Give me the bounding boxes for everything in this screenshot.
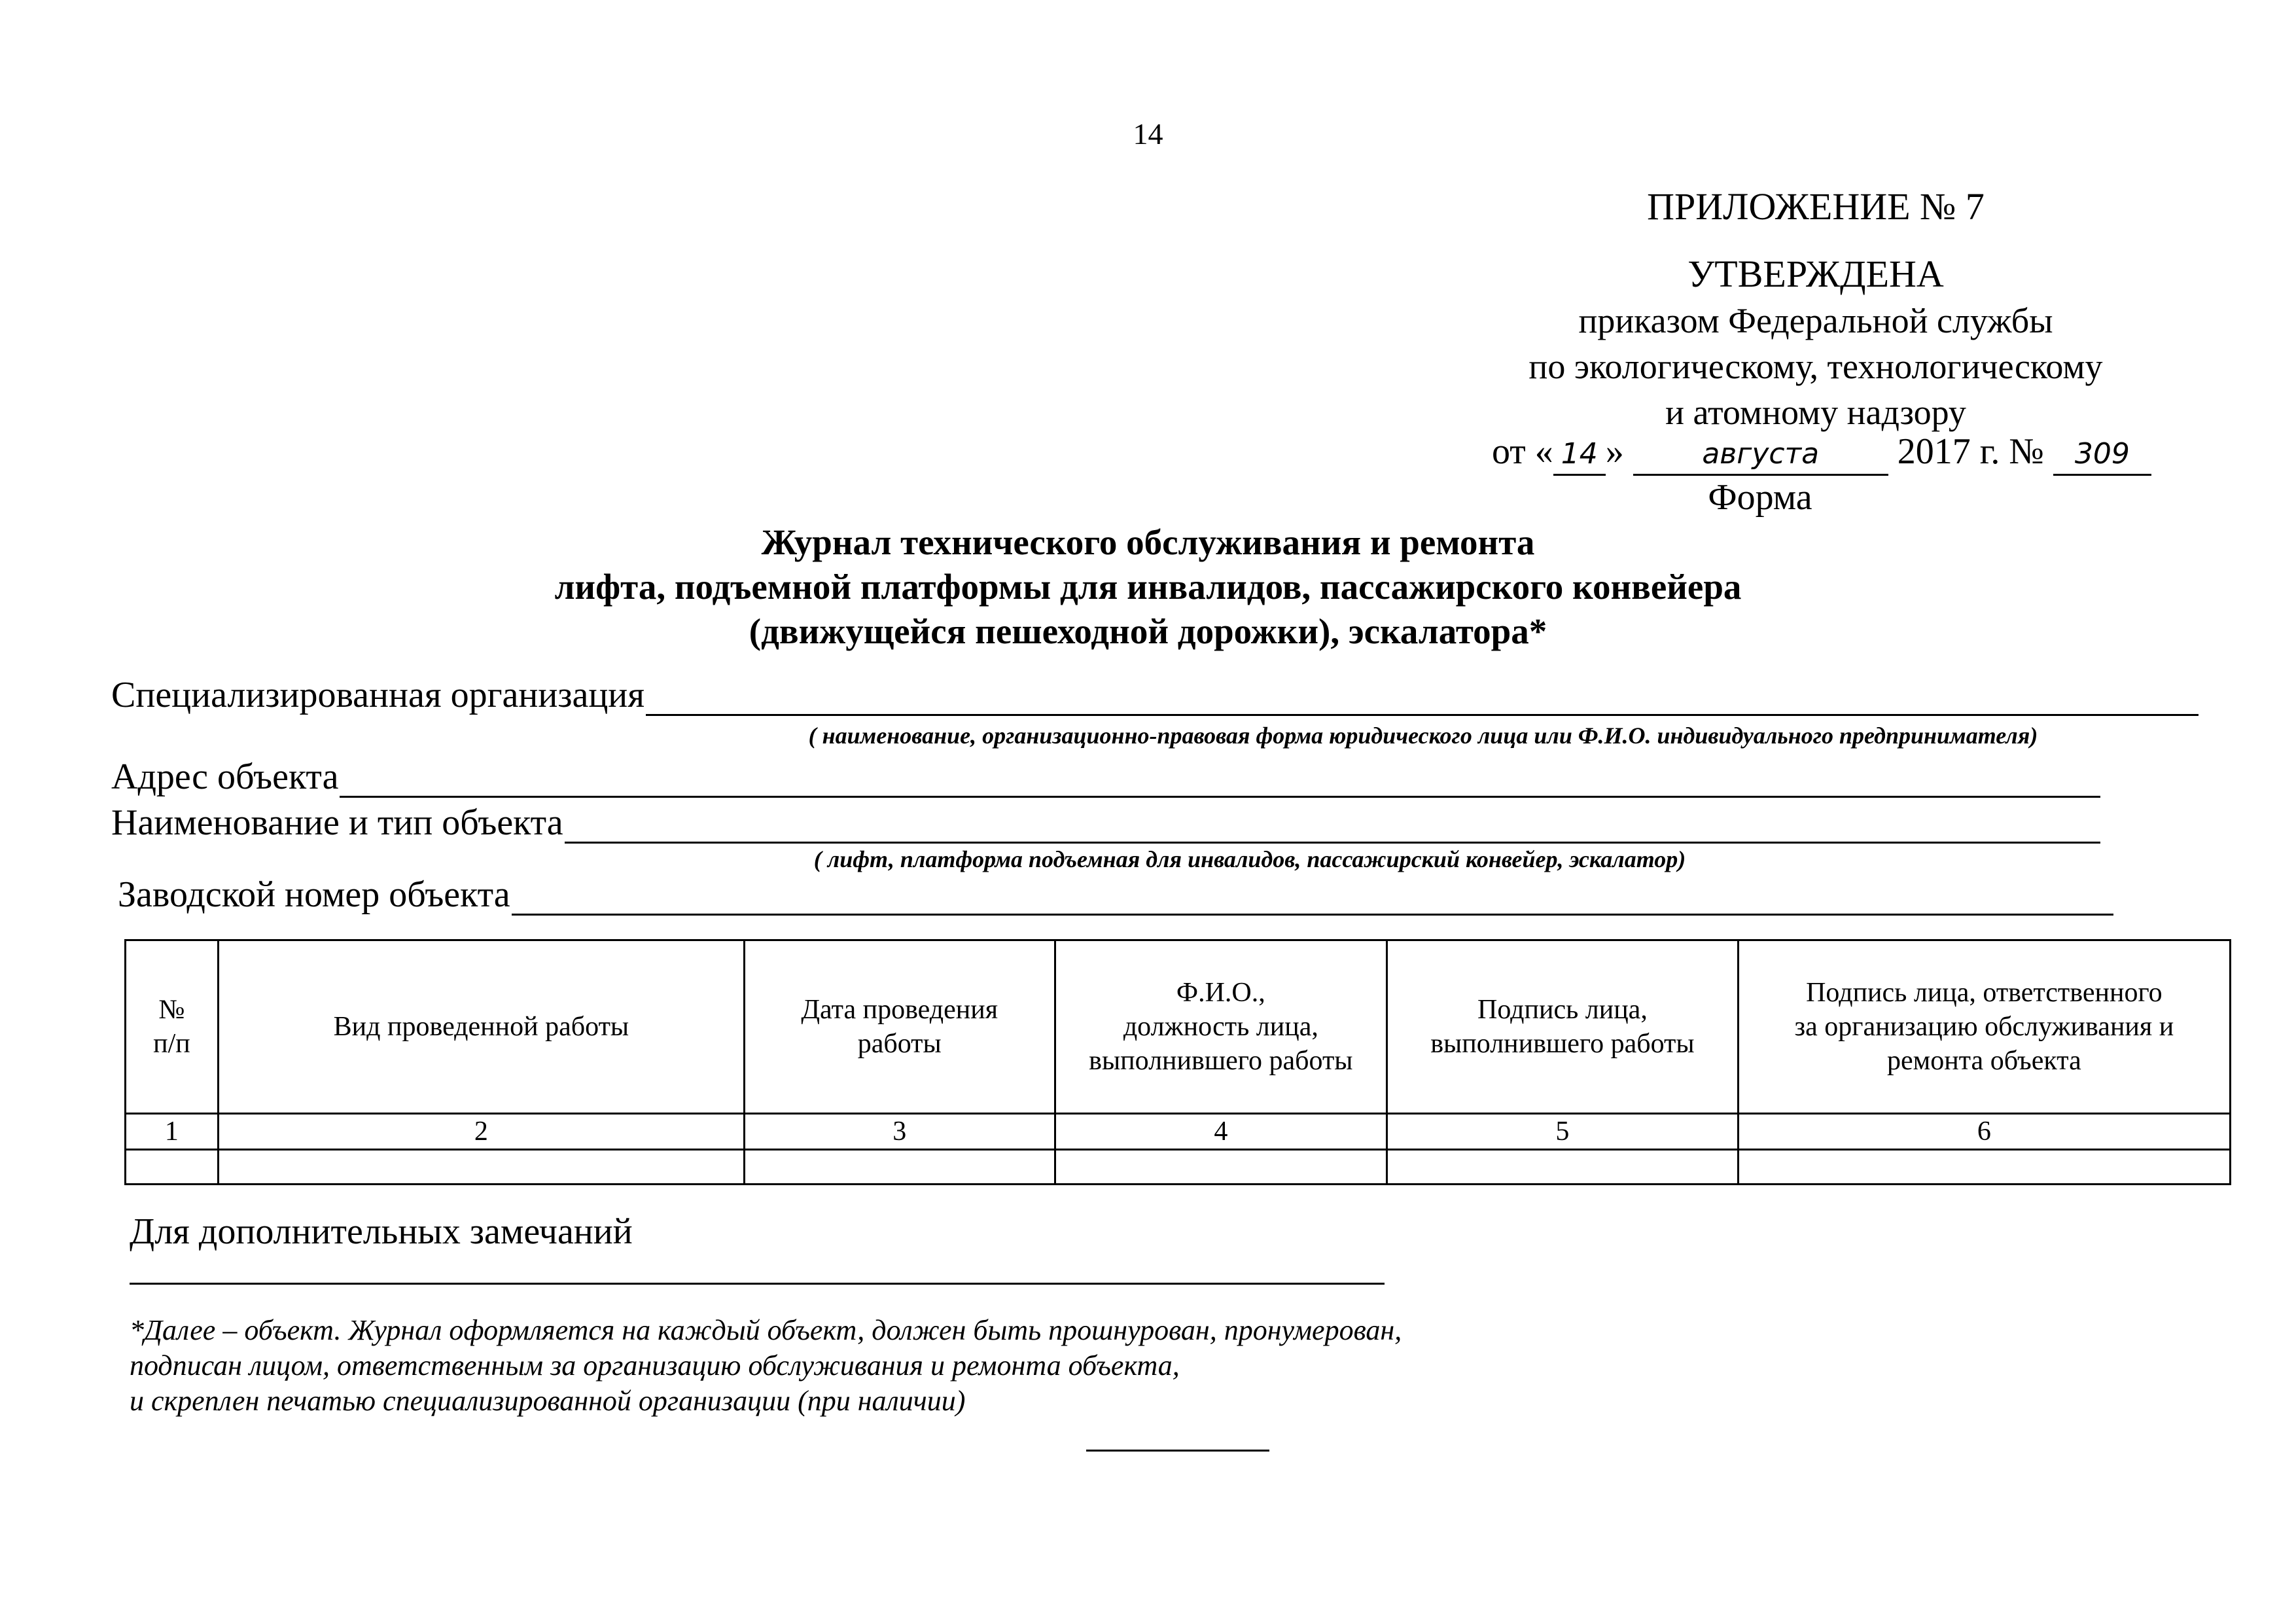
header-cell: Подпись лица, выполнившего работы	[1387, 940, 1739, 1114]
end-divider	[1086, 1450, 1269, 1452]
address-label: Адрес объекта	[111, 757, 339, 797]
column-number: 3	[744, 1114, 1055, 1150]
organization-label: Специализированная организация	[111, 675, 645, 715]
order-month: августа	[1633, 435, 1888, 476]
table-cell[interactable]	[1738, 1150, 2230, 1185]
table-cell[interactable]	[218, 1150, 744, 1185]
document-title	[0, 520, 2296, 654]
organization-hint: ( наименование, организационно-правовая форма юридического лица или Ф.И.О. индивидуального предпринимателя)	[808, 722, 2038, 749]
address-input-line[interactable]	[340, 763, 2100, 798]
header-cell: Подпись лица, ответственного за организацию обслуживания и ремонта объекта	[1738, 940, 2230, 1114]
footnote	[130, 1313, 1402, 1419]
order-number: 309	[2053, 435, 2151, 476]
approved-label: УТВЕРЖДЕНА	[1687, 253, 1944, 295]
table-cell[interactable]	[1387, 1150, 1739, 1185]
object-name-input-line[interactable]	[565, 809, 2100, 844]
column-number-row	[126, 1114, 2231, 1150]
order-mid: »	[1605, 431, 1624, 472]
title-line: (движущейся пешеходной дорожки), эскалатора*	[749, 611, 1547, 651]
order-prefix: от «	[1492, 431, 1553, 472]
remarks-label: Для дополнительных замечаний	[130, 1211, 633, 1252]
object-name-field	[111, 802, 2100, 844]
table-row	[126, 1150, 2231, 1185]
table-cell[interactable]	[744, 1150, 1055, 1185]
page-number: 14	[1133, 117, 1163, 151]
header-cell: Дата проведения работы	[744, 940, 1055, 1114]
issuer-block	[1407, 298, 2225, 435]
footnote-line: *Далее – объект. Журнал оформляется на каждый объект, должен быть прошнурован, пронумерован,	[130, 1314, 1402, 1346]
order-day: 14	[1553, 435, 1606, 476]
column-number: 5	[1387, 1114, 1739, 1150]
footnote-line: и скреплен печатью специализированной организации (при наличии)	[130, 1385, 966, 1417]
table-cell[interactable]	[126, 1150, 219, 1185]
journal-table	[124, 939, 2231, 1185]
serial-number-label: Заводской номер объекта	[118, 874, 510, 915]
column-number: 4	[1055, 1114, 1387, 1150]
header-cell: Вид проведенной работы	[218, 940, 744, 1114]
header-cell: Ф.И.О., должность лица, выполнившего работы	[1055, 940, 1387, 1114]
issuer-line: приказом Федеральной службы	[1578, 301, 2053, 340]
title-line: Журнал технического обслуживания и ремонта	[761, 522, 1535, 562]
organization-field	[111, 674, 2199, 716]
table-cell[interactable]	[1055, 1150, 1387, 1185]
appendix-heading: ПРИЛОЖЕНИЕ № 7	[1647, 185, 1985, 228]
object-name-label: Наименование и тип объекта	[111, 802, 563, 843]
organization-input-line[interactable]	[646, 681, 2199, 716]
issuer-line: и атомному надзору	[1665, 393, 1966, 432]
object-name-hint: ( лифт, платформа подъемная для инвалидов, пассажирский конвейер, эскалатор)	[813, 846, 1686, 872]
form-label: Форма	[1708, 477, 1812, 518]
remarks-line[interactable]	[130, 1283, 1385, 1285]
serial-number-input-line[interactable]	[512, 881, 2113, 916]
serial-number-field	[118, 874, 2113, 916]
issuer-line: по экологическому, технологическому	[1528, 347, 2103, 386]
table-header-row	[126, 940, 2231, 1114]
column-number: 1	[126, 1114, 219, 1150]
footnote-line: подписан лицом, ответственным за организацию обслуживания и ремонта объекта,	[130, 1349, 1180, 1382]
column-number: 2	[218, 1114, 744, 1150]
column-number: 6	[1738, 1114, 2230, 1150]
header-cell: № п/п	[126, 940, 219, 1114]
order-year: 2017 г. №	[1897, 431, 2044, 472]
order-date-line	[1492, 431, 2151, 476]
address-field	[111, 756, 2100, 798]
title-line: лифта, подъемной платформы для инвалидов, пассажирского конвейера	[554, 567, 1742, 607]
